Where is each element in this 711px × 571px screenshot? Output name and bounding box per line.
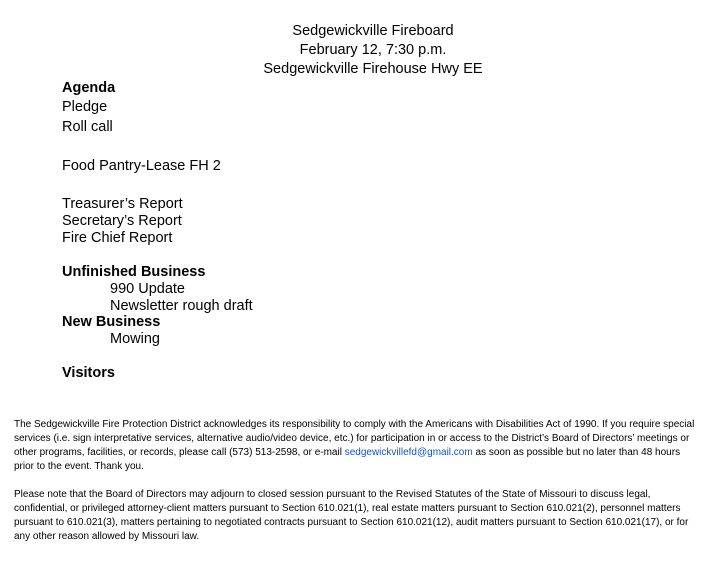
agenda-item-treasurer-report: Treasurer’s Report (62, 196, 183, 212)
unfinished-business-heading: Unfinished Business (62, 264, 206, 280)
agenda-item-secretary-report: Secretary’s Report (62, 213, 182, 229)
board-title: Sedgewickville Fireboard (292, 23, 454, 39)
ada-notice-text: The Sedgewickville Fire Protection District acknowledges its responsibility to comply with the Americans with Disabilities Act of 1990. If you require special services (i.e. sign interpretative services, alternative audio/video device, etc.) for participation in or access to the District’s Board of Directors’ meetings or other programs, facilities, or records, please call (573) 513-2598, or e-mail (14, 419, 695, 458)
ada-notice-tail: as soon as possible but no later than 48 hours prior to the event. Thank you. (14, 447, 681, 472)
new-business-heading: New Business (62, 314, 161, 330)
document-header (0, 22, 711, 79)
notices-section (14, 418, 698, 544)
new-business-item: Mowing (110, 331, 160, 347)
meeting-datetime: February 12, 7:30 p.m. (299, 42, 447, 58)
meeting-location: Sedgewickville Firehouse Hwy EE (263, 61, 483, 77)
agenda-item-pledge: Pledge (62, 99, 108, 115)
ada-email-link[interactable]: sedgewickvillefd@gmail.com (344, 447, 473, 458)
unfinished-item: 990 Update (110, 281, 185, 297)
agenda-heading: Agenda (62, 80, 116, 96)
visitors-heading: Visitors (62, 365, 115, 381)
agenda-item-food-pantry: Food Pantry-Lease FH 2 (62, 158, 221, 174)
ada-notice (14, 418, 698, 474)
agenda-item-fire-chief-report: Fire Chief Report (62, 230, 173, 246)
agenda-item-roll-call: Roll call (62, 119, 113, 135)
unfinished-item: Newsletter rough draft (110, 298, 253, 314)
closed-session-notice: Please note that the Board of Directors may adjourn to closed session pursuant to the Revised Statutes of the State of Missouri to discuss legal, confidential, or privileged attorney-client matters pursuant to Section 610.021(1), real estate matters pursuant to Section 610.021(2), personnel matters pursuant to 610.021(3), matters pertaining to negotiated contracts pursuant to Section 610.021(12), audit matters pursuant to Section 610.021(17), or for any other reason allowed by Missouri law. (14, 489, 689, 542)
